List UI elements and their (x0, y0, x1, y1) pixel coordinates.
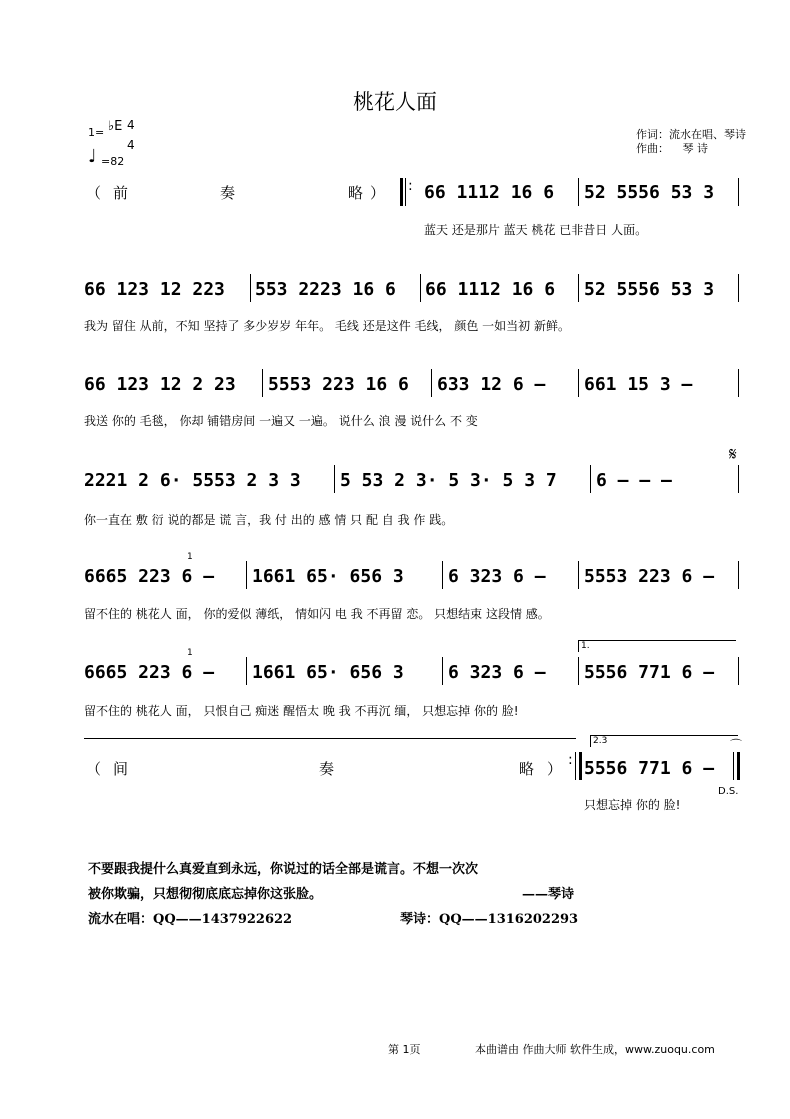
barline (738, 274, 739, 302)
volta-bracket-edge (578, 640, 579, 652)
notes-measure: 5556 771 6 – (584, 758, 715, 779)
lyrics-line: 蓝天 还是那片 蓝天 桃花 已非昔日 人面。 (424, 223, 648, 237)
notes-measure: 553 2223 16 6 (255, 279, 396, 300)
barline (590, 465, 591, 493)
barline (262, 369, 263, 397)
barline (738, 178, 739, 206)
notes-measure: 2221 2 6· 5553 2 3 3 (84, 470, 301, 491)
lyrics-line: 只想忘掉 你的 脸! (584, 798, 681, 812)
barline (246, 561, 247, 589)
time-signature-top: 4 (127, 118, 135, 132)
volta-bracket (578, 640, 736, 641)
lyrics-line: 你一直在 敷 衍 说的都是 谎 言，我 付 出的 感 情 只 配 自 我 作 践。 (84, 513, 454, 527)
barline (442, 657, 443, 685)
notes-measure: 633 12 6 – (437, 374, 546, 395)
ds-mark: D.S. (718, 786, 739, 797)
volta-bracket-edge (590, 735, 591, 747)
credits (636, 128, 746, 156)
notes-measure: 5 53 2 3· 5 3· 5 3 7 (340, 470, 557, 491)
barline (420, 274, 421, 302)
notes-measure: 6665 223 6 – (84, 662, 215, 683)
intro-close: ） (370, 184, 386, 202)
barline (738, 369, 739, 397)
grace-note: 1 (187, 648, 193, 658)
barline (246, 657, 247, 685)
notes-measure: 52 5556 53 3 (584, 279, 715, 300)
message-line-1: 不要跟我提什么真爱直到永远，你说过的话全部是谎言。不想一次次 (88, 862, 479, 877)
barline (738, 657, 739, 685)
lyricist: 作词：流水在唱、琴诗 (636, 128, 746, 141)
barline (578, 178, 579, 206)
notes-measure: 66 1112 16 6 (424, 182, 555, 203)
message-signature: ——琴诗 (522, 887, 575, 902)
notes-measure: 52 5556 53 3 (584, 182, 715, 203)
time-signature-bottom: 4 (127, 138, 135, 152)
page-number: 第 1页 (388, 1043, 421, 1056)
volta-23-label: 2.3 (593, 736, 608, 746)
intro-text-b: 奏 (220, 184, 236, 202)
notes-measure: 5553 223 16 6 (268, 374, 409, 395)
notes-measure: 6 323 6 – (448, 566, 546, 587)
barline (578, 369, 579, 397)
barline (733, 752, 734, 780)
barline (738, 561, 739, 589)
fermata-icon: ⌒ (730, 738, 743, 752)
key-signature: ♭E (108, 119, 123, 134)
notes-measure: 6 323 6 – (448, 662, 546, 683)
contact-2: 琴诗：QQ——1316202293 (400, 912, 579, 927)
intro-open: （ (86, 184, 102, 202)
lyrics-line: 留不住的 桃花人 面， 你的爱似 薄纸， 情如闪 电 我 不再留 恋。 只想结束 这段情 感。 (84, 607, 550, 621)
generator-credit: 本曲谱由 作曲大师 软件生成，www.zuoqu.com (475, 1043, 715, 1056)
intro-text-a: 前 (113, 184, 129, 202)
key-label: 1= (88, 126, 105, 139)
lyrics-line: 我送 你的 毛毯， 你却 铺错房间 一遍又 一遍。 说什么 浪 漫 说什么 不 变 (84, 414, 478, 428)
barline (578, 561, 579, 589)
lyrics-line: 留不住的 桃花人 面， 只恨自己 痴迷 醒悟太 晚 我 不再沉 缅， 只想忘掉 你的 脸! (84, 704, 519, 718)
repeat-dots: : (568, 752, 573, 768)
barline (431, 369, 432, 397)
interlude-text-b: 奏 (319, 760, 335, 778)
segno-icon: 𝄋 (729, 444, 737, 465)
barline (578, 657, 579, 685)
notes-measure: 66 123 12 223 (84, 279, 225, 300)
interlude-rule (84, 738, 576, 739)
lyrics-line: 我为 留住 从前，不知 坚持了 多少岁岁 年年。 毛线 还是这件 毛线， 颜色 一如当初 新鲜。 (84, 319, 570, 333)
notes-measure: 6 – – – (596, 470, 672, 491)
notes-measure: 1661 65· 656 3 (252, 662, 404, 683)
final-bar (737, 752, 740, 780)
contact-1: 流水在唱：QQ——1437922622 (88, 912, 293, 927)
interlude-open: （ (86, 760, 102, 778)
barline (738, 465, 739, 493)
intro-text-c: 略 (348, 184, 364, 202)
message-line-2: 被你欺骗，只想彻彻底底忘掉你这张脸。 (88, 887, 323, 902)
barline (334, 465, 335, 493)
volta-1-label: 1. (581, 641, 590, 651)
repeat-dots: : (408, 178, 413, 194)
volta-bracket (590, 735, 738, 736)
barline (578, 274, 579, 302)
notes-measure: 5553 223 6 – (584, 566, 715, 587)
grace-note: 1 (187, 552, 193, 562)
notes-measure: 66 123 12 2 23 (84, 374, 236, 395)
interlude-text-c: 略 (519, 760, 535, 778)
notes-measure: 66 1112 16 6 (425, 279, 556, 300)
notes-measure: 661 15 3 – (584, 374, 693, 395)
composer: 琴 诗 (682, 142, 708, 155)
interlude-close: ） (547, 760, 563, 778)
barline (405, 178, 406, 206)
barline (442, 561, 443, 589)
notes-measure: 6665 223 6 – (84, 566, 215, 587)
notes-measure: 1661 65· 656 3 (252, 566, 404, 587)
repeat-start-bar (400, 178, 403, 206)
barline (575, 752, 576, 780)
song-title: 桃花人面 (353, 90, 437, 114)
repeat-end-bar (579, 752, 582, 780)
interlude-text-a: 间 (113, 760, 129, 778)
notes-measure: 5556 771 6 – (584, 662, 715, 683)
quarter-note-icon: ♩ (88, 146, 97, 167)
barline (250, 274, 251, 302)
composer-label: 作曲： (636, 142, 669, 155)
composer-line (636, 142, 746, 156)
tempo-value: =82 (101, 155, 125, 168)
